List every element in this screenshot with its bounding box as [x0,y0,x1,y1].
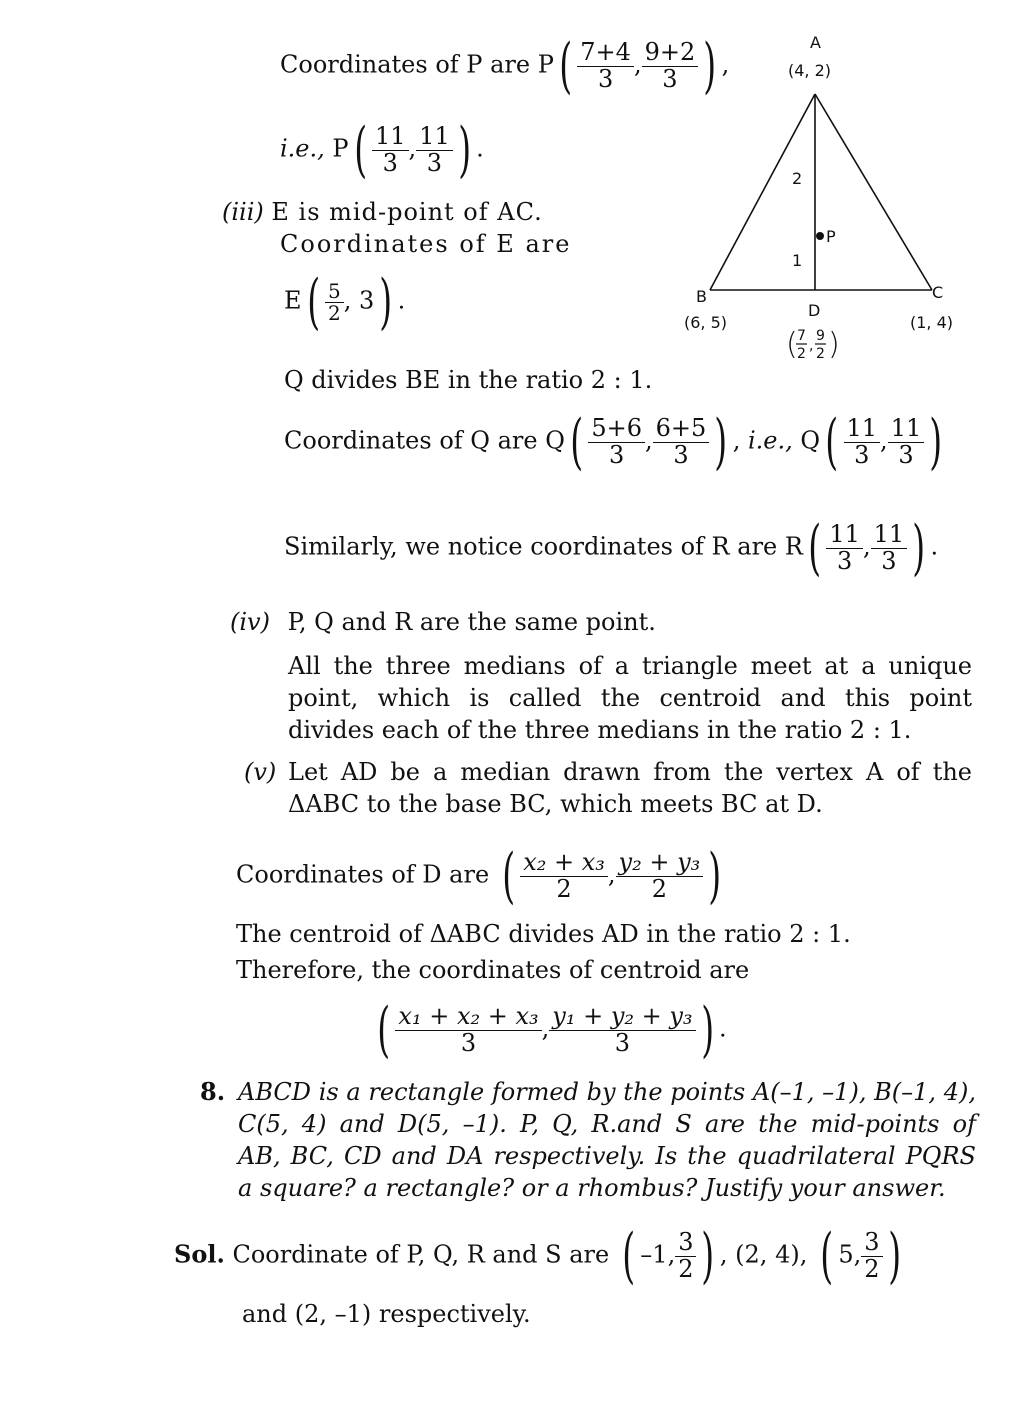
centroid-statement: The centroid of ΔABC divides AD in the ratio 2 : 1. Therefore, the coordinates of centroid are [236,920,851,984]
coord-a: (4, 2) [788,61,832,80]
svg-text:(: ( [786,327,798,362]
e-coords-label: Coordinates of E are [280,230,572,258]
segment-ratio-lower: 1 [792,251,803,270]
question-8: 8. ABCD is a rectangle formed by the points A(–1, –1), B(–1, 4), C(5, 4) and D(5, –1). P, Q, R.and S are the mid-points of AB, BC, CD and DA respectively. Is the quadrilateral PQRS a square? a rectangle? or a rhombus? Justify your answer. [200,1077,976,1202]
coord-d [786,327,840,362]
r-coordinates-line: Similarly, we notice coordinates of R are R( $\frac{11}{3}$ , $\frac{11}{3}$ ) . [284,513,939,583]
point-p [816,232,824,240]
label-b: B [696,287,707,306]
p-simplified-line: i.e., P( $\frac{11}{3}$ , $\frac{11}{3}$ ) . [280,115,484,185]
label-a: A [810,33,821,52]
svg-text:): ) [828,327,840,362]
svg-text:2: 2 [816,346,825,362]
solution-line: Sol. Coordinate of P, Q, R and S are ( –1, $\frac{3}{2}$ ) , (2, 4), ( 5, $\frac{3}{2}$ ) [174,1221,901,1291]
svg-text:7: 7 [797,328,806,344]
solution-last-line: and (2, –1) respectively. [242,1300,531,1328]
p-coordinates-line: Coordinates of P are P( $\frac{7+4}{3}$ , $\frac{9+2}{3}$ ) , [280,31,730,101]
question-number: 8. [200,1077,226,1106]
d-coordinates-line: Coordinates of D are ( $\frac{\text{x₂ + x₃}}{2}$ , $\frac{\text{y₂ + y₃}}{2}$ ) [236,841,722,911]
svg-text:,: , [809,338,814,354]
svg-text:2: 2 [797,346,806,362]
p-x-fraction: $\frac{7+4}{3}$ [577,40,634,91]
p-point-label: P [537,50,554,79]
part-v-statement: (v) Let AD be a median drawn from the vertex A of the ΔABC to the base BC, which meets BC at D. [244,758,972,818]
svg-text:9: 9 [816,328,825,344]
p-coords-label: Coordinates of P are [280,50,531,79]
part-iv-statement: (iv) P, Q and R are the same point. [230,608,656,636]
segment-ratio-upper: 2 [792,169,803,188]
label-p: P [826,227,836,246]
centroid-definition: All the three medians of a triangle meet at a unique point, which is called the centroid and this point divides each of the three medians in the ratio 2 : 1. [288,652,972,744]
e-coordinates: E( $\frac{5}{2}$ , 3) . [284,267,406,337]
solution-label: Sol. [174,1239,225,1269]
triangle-figure [670,28,990,388]
label-d: D [808,301,821,320]
coord-c: (1, 4) [910,313,954,332]
part-iii-text: (iii) E is mid-point of AC. Coordinates of E are [222,198,652,258]
e-midpoint-statement: E is mid-point of AC. [271,198,543,226]
p-y-fraction: $\frac{9+2}{3}$ [642,40,699,91]
q-coordinates-line: Coordinates of Q are Q( $\frac{5+6}{3}$ , $\frac{6+5}{3}$ ) , i.e., Q( $\frac{11}{3}$ , $\frac{11}{3}$ ) [284,407,943,477]
q-divides-statement: Q divides BE in the ratio 2 : 1. [284,366,653,394]
centroid-formula: ( $\frac{\text{x₁ + x₂ + x₃}}{3}$ , $\frac{\text{y₁ + y₂ + y₃}}{3}$ ) . [377,995,727,1065]
coord-b: (6, 5) [684,313,728,332]
label-c: C [932,283,944,302]
side-ac [815,94,932,290]
